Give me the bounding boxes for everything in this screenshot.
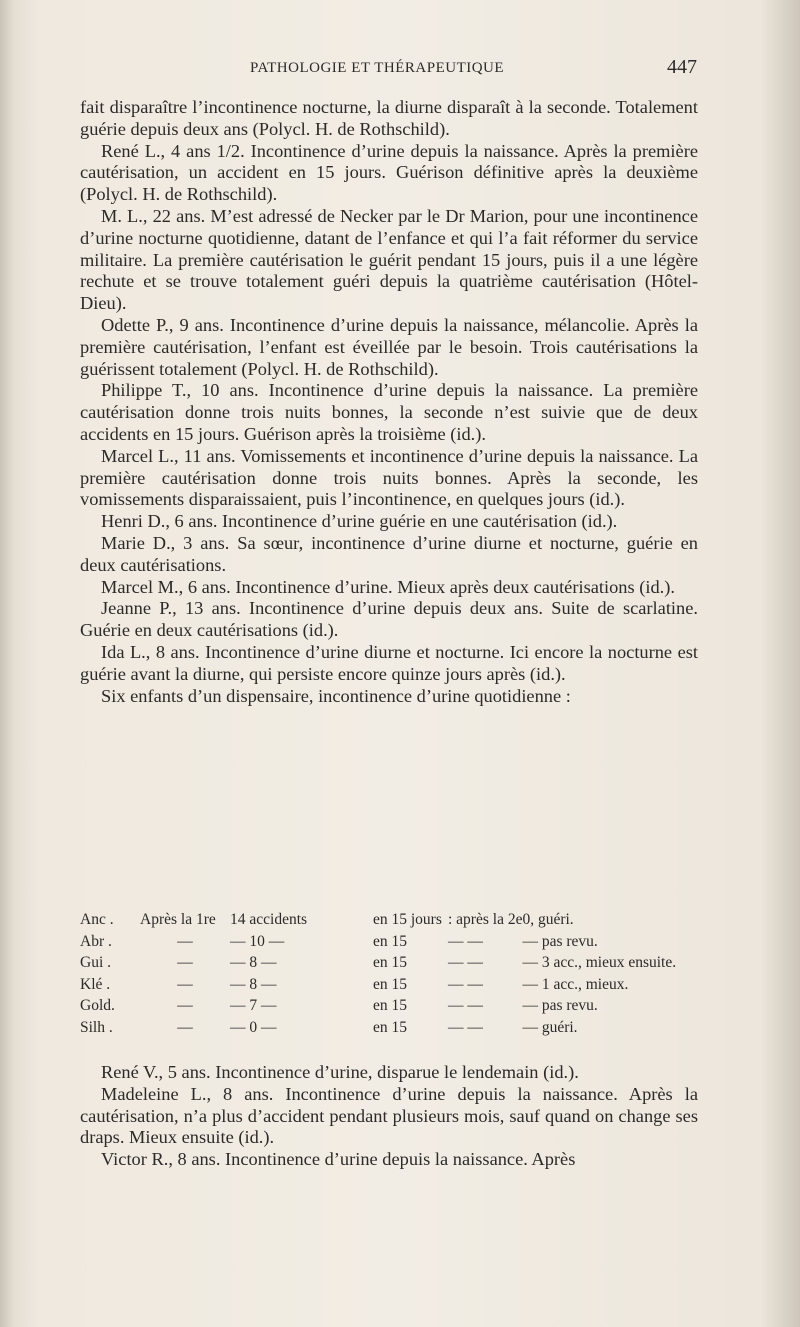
paragraph: Philippe T., 10 ans. Incontinence d’urine depuis la naissance. La première cautérisation donne trois nuits bonnes, la seconde n’est suivie que de deux accidents en 15 jours. Guérison après la troisième (id.). [80, 380, 698, 444]
table-row [80, 995, 676, 1017]
accidents-column: — 0 — [230, 1018, 277, 1036]
period-column: en 15 jours [373, 911, 442, 928]
page-number: 447 [667, 56, 697, 78]
patient-name: Anc . [80, 911, 114, 928]
paragraph: Jeanne P., 13 ans. Incontinence d’urine depuis deux ans. Suite de scarlatine. Guérie en deux cautérisations (id.). [80, 598, 698, 641]
after2-column: — — [448, 932, 483, 950]
paragraph: M. L., 22 ans. M’est adressé de Necker par le Dr Marion, pour une incontinence d’urine nocturne quotidienne, datant de l’enfance et qui l’a fait réformer du service militaire. La première cautérisation le guérit pendant 15 jours, puis il a une légère rechute et se trouve totalement guéri depuis la quatrième cautérisation (Hôtel-Dieu). [80, 205, 698, 314]
result-column: — pas revu. [522, 932, 598, 950]
after2-column: — — [448, 954, 483, 971]
after-column: — [177, 975, 193, 993]
after-column: — [177, 932, 193, 950]
paragraph: Marie D., 3 ans. Sa sœur, incontinence d’urine diurne et nocturne, guérie en deux cautérisations. [80, 532, 698, 575]
paragraph: fait disparaître l’incontinence nocturne, la diurne disparaît à la seconde. Totalement guérie depuis deux ans (Polycl. H. de Rothschild). [80, 97, 698, 139]
table-row [80, 909, 676, 931]
result-column: — 1 acc., mieux. [522, 975, 629, 993]
period-column: en 15 [373, 997, 408, 1014]
result-column: — 3 acc., mieux ensuite. [522, 954, 677, 971]
accidents-column: 14 accidents [230, 911, 308, 928]
period-column: en 15 [373, 954, 408, 971]
period-column: en 15 [373, 975, 408, 993]
paragraph: Victor R., 8 ans. Incontinence d’urine depuis la naissance. Après [101, 1149, 576, 1170]
paragraph: Henri D., 6 ans. Incontinence d’urine guérie en une cautérisation (id.). [101, 511, 618, 532]
after2-column: : après la 2e [448, 911, 523, 928]
after-column: — [177, 1018, 193, 1036]
patient-name: Silh . [80, 1018, 113, 1036]
running-title: PATHOLOGIE ET THÉRAPEUTIQUE [250, 60, 505, 76]
result-column: 0, guéri. [522, 911, 574, 928]
period-column: en 15 [373, 1018, 408, 1036]
continuation-text [80, 1062, 698, 1171]
accidents-column: — 7 — [230, 997, 277, 1014]
table-row [80, 1017, 676, 1039]
patient-name: Klé . [80, 975, 111, 993]
paragraph: Marcel M., 6 ans. Incontinence d’urine. Mieux après deux cautérisations (id.). [101, 576, 676, 597]
paragraph: Ida L., 8 ans. Incontinence d’urine diurne et nocturne. Ici encore la nocturne est guérie avant la diurne, qui persiste encore quinze jours après (id.). [80, 641, 698, 684]
paragraph: Six enfants d’un dispensaire, incontinence d’urine quotidienne : [101, 685, 571, 706]
result-column: — pas revu. [522, 997, 598, 1014]
table-row [80, 931, 676, 953]
paragraph: Marcel L., 11 ans. Vomissements et incontinence d’urine depuis la naissance. La première cautérisation donne trois nuits bonnes. Après la seconde, les vomissements disparaissaient, puis l’incontinence, en quelques jours (id.). [80, 445, 698, 510]
accidents-column: — 8 — [230, 975, 277, 993]
after2-column: — — [448, 975, 483, 993]
result-column: — guéri. [522, 1018, 578, 1036]
table-row [80, 952, 676, 974]
after2-column: — — [448, 1018, 483, 1036]
after2-column: — — [448, 997, 483, 1014]
page-header [80, 56, 705, 86]
paragraph: René V., 5 ans. Incontinence d’urine, disparue le lendemain (id.). [101, 1062, 579, 1082]
period-column: en 15 [373, 932, 408, 950]
paragraph: René L., 4 ans 1/2. Incontinence d’urine depuis la naissance. Après la première cautérisation, un accident en 15 jours. Guérison définitive après la deuxième (Polycl. H. de Rothschild). [80, 140, 698, 205]
patient-name: Abr . [80, 932, 112, 950]
main-text [80, 97, 698, 707]
patient-name: Gui . [80, 954, 111, 971]
accidents-column: — 10 — [230, 932, 285, 950]
dispensary-results-table [80, 909, 676, 1038]
after-column: — [177, 997, 193, 1014]
paragraph: Odette P., 9 ans. Incontinence d’urine depuis la naissance, mélancolie. Après la première cautérisation, l’enfant est éveillée par le besoin. Trois cautérisations la guérissent totalement (Polycl. H. de Rothschild). [80, 314, 698, 379]
accidents-column: — 8 — [230, 954, 277, 971]
patient-name: Gold. [80, 997, 115, 1014]
paragraph: Madeleine L., 8 ans. Incontinence d’urine depuis la naissance. Après la cautérisation, n’a plus d’accident pendant plusieurs mois, sauf quand on change ses draps. Mieux ensuite (id.). [80, 1083, 698, 1148]
table-row [80, 974, 676, 996]
after-column: — [177, 954, 193, 971]
after-column: Après la 1re [140, 911, 216, 928]
